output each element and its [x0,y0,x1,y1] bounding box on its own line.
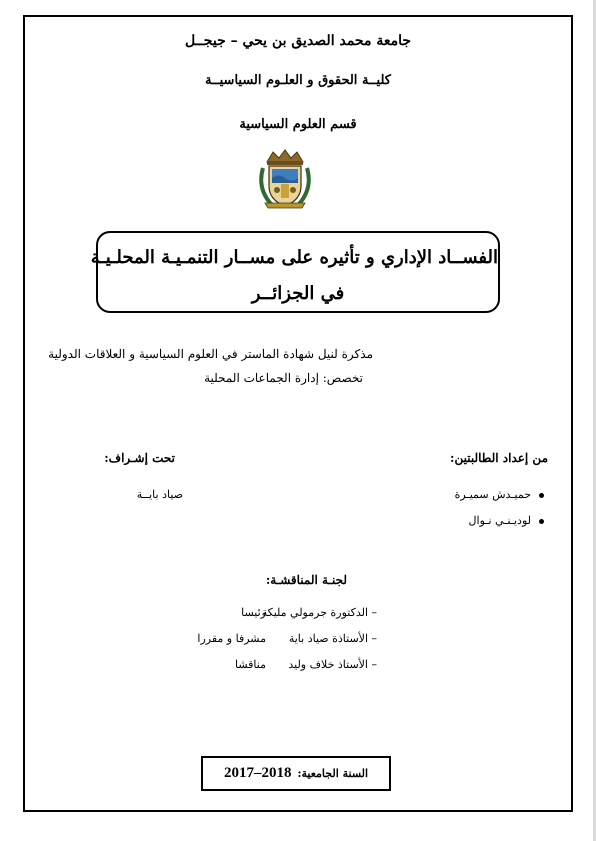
thesis-title-line-1: الفســاد الإداري و تأثيره على مســار التنمـيـة المحلـيـة [90,247,498,268]
thesis-title-box [90,231,500,313]
student-item-1 [455,488,544,501]
academic-year-box [201,756,391,791]
university-name: جامعة محمد الصديق بن يحي – جيجــل [185,33,411,49]
committee-member-name: – الأستاذة صياد باية [288,632,377,645]
committee-member-role: رئيسا [241,606,266,619]
bullet-icon [539,493,544,498]
supervisor-name: صياد بايــة [136,488,183,501]
page-border [23,15,573,812]
faculty-name: كليــة الحقوق و العلـوم السياسيــة [205,73,391,88]
thesis-description: مذكرة لنيل شهادة الماستر في العلوم السياسية و العلاقات الدولية [48,347,373,361]
committee-member-name: – الدكتورة جرمولي مليكة [261,606,377,619]
thesis-title-line-2: في الجزائــر [251,283,345,304]
committee-member-role: مشرفا و مقررا [197,632,266,645]
department-name: قسم العلوم السياسية [239,117,357,132]
academic-year-value: 2018–2017 [223,765,292,781]
student-name: لوديـنـي نـوال [468,514,531,527]
student-name: حميـدش سميـرة [454,488,531,501]
committee-member-name: – الأستاذ خلاف وليد [288,658,377,671]
students-label: من إعداد الطالبتين: [450,451,548,465]
committee-member-role: مناقشا [235,658,266,671]
academic-year-label: السنة الجامعية: [297,767,369,780]
bullet-icon [539,519,544,524]
student-item-2 [469,514,544,527]
thesis-specialty: تخصص: إدارة الجماعات المحلية [204,371,363,385]
supervisor-label: تحت إشـراف: [104,451,175,465]
university-emblem-icon [255,148,315,210]
committee-label: لجنـة المناقشـة: [265,573,347,587]
